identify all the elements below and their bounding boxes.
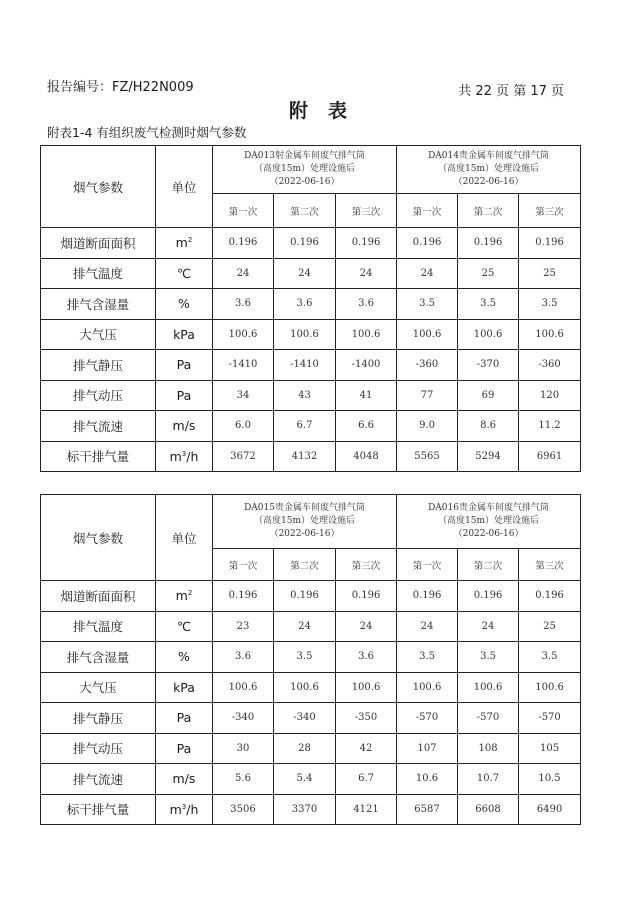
outlet-date: （2022-06-16） [269, 177, 340, 187]
measurement-value: 23 [213, 611, 274, 642]
measurement-value: 0.196 [336, 228, 397, 259]
row-unit [156, 289, 213, 320]
unit-base: kPa [173, 326, 195, 342]
run-header: 第二次 [458, 194, 519, 228]
measurement-value: 24 [397, 258, 458, 289]
row-unit [156, 319, 213, 350]
table-row [41, 581, 581, 612]
measurement-value: 3.5 [458, 289, 519, 320]
row-unit [156, 228, 213, 259]
outlet-name: DA013射金属车间废气排气筒 [244, 151, 365, 161]
outlet-name: DA015贵金属车间废气排气筒 [244, 503, 365, 513]
measurement-value: 0.196 [458, 228, 519, 259]
row-unit [156, 642, 213, 673]
unit-base: ℃ [176, 618, 192, 634]
measurement-value: 24 [213, 258, 274, 289]
measurement-value: 100.6 [336, 672, 397, 703]
measurement-value: 6961 [519, 441, 581, 472]
measurement-value: 3.5 [274, 642, 336, 673]
measurement-value: 25 [519, 258, 581, 289]
measurement-value: 5565 [397, 441, 458, 472]
measurement-value: 5.4 [274, 764, 336, 795]
measurement-value: 4048 [336, 441, 397, 472]
unit-header: 单位 [156, 495, 213, 581]
measurement-value: 6.7 [274, 411, 336, 442]
measurement-value: 24 [274, 258, 336, 289]
measurement-value: 0.196 [397, 228, 458, 259]
measurement-value: 3.5 [519, 642, 581, 673]
measurement-value: 8.6 [458, 411, 519, 442]
unit-base: m [175, 588, 188, 604]
measurement-value: 41 [336, 380, 397, 411]
measurement-value: 0.196 [397, 581, 458, 612]
measurement-value: 10.5 [519, 764, 581, 795]
row-param-name: 排气静压 [41, 703, 156, 734]
measurement-value: 30 [213, 733, 274, 764]
outlet-name: DA014贵金属车间废气排气筒 [428, 151, 549, 161]
run-header: 第二次 [274, 194, 336, 228]
page-title: 附表 [288, 100, 367, 122]
row-param-name: 大气压 [41, 319, 156, 350]
table-row [41, 411, 581, 442]
unit-base: m/s [172, 771, 196, 787]
unit-base: % [178, 649, 190, 665]
measurement-value: 42 [336, 733, 397, 764]
measurement-value: -570 [458, 703, 519, 734]
measurement-value: -1410 [213, 350, 274, 381]
measurement-value: 105 [519, 733, 581, 764]
outlet-date: （2022-06-16） [453, 177, 524, 187]
measurement-value: 0.196 [519, 228, 581, 259]
measurement-value: 6608 [458, 794, 519, 825]
measurement-value: 11.2 [519, 411, 581, 442]
row-unit [156, 258, 213, 289]
measurement-value: 3.5 [397, 642, 458, 673]
unit-suffix: /h [186, 801, 199, 817]
measurement-value: -340 [274, 703, 336, 734]
measurement-value: 24 [397, 611, 458, 642]
outlet-date: （2022-06-16） [453, 529, 524, 539]
measurement-value: 100.6 [274, 672, 336, 703]
measurement-value: 3.5 [458, 642, 519, 673]
row-unit [156, 441, 213, 472]
row-param-name: 大气压 [41, 672, 156, 703]
measurement-value: 6490 [519, 794, 581, 825]
unit-base: m [175, 235, 188, 251]
table-row [41, 672, 581, 703]
measurement-value: 3.6 [336, 289, 397, 320]
measurement-value: 0.196 [519, 581, 581, 612]
table-row [41, 228, 581, 259]
measurement-value: 6.7 [336, 764, 397, 795]
measurement-value: 3.6 [336, 642, 397, 673]
measurement-value: 28 [274, 733, 336, 764]
table-row [41, 642, 581, 673]
measurement-value: -340 [213, 703, 274, 734]
measurement-value: 10.6 [397, 764, 458, 795]
run-header: 第一次 [397, 194, 458, 228]
unit-base: Pa [176, 387, 192, 403]
row-unit [156, 611, 213, 642]
outlet-group-header [397, 495, 581, 549]
report-number: 报告编号：FZ/H22N009 [47, 80, 194, 95]
param-header: 烟气参数 [41, 146, 156, 228]
row-param-name: 排气动压 [41, 380, 156, 411]
row-unit [156, 672, 213, 703]
row-param-name: 排气含湿量 [41, 289, 156, 320]
row-param-name: 烟道断面面积 [41, 228, 156, 259]
measurement-value: 69 [458, 380, 519, 411]
measurement-value: 4132 [274, 441, 336, 472]
row-param-name: 排气静压 [41, 350, 156, 381]
table-row [41, 611, 581, 642]
measurement-value: 34 [213, 380, 274, 411]
measurement-value: 4121 [336, 794, 397, 825]
measurement-value: 24 [458, 611, 519, 642]
table-row [41, 380, 581, 411]
unit-superscript: 3 [181, 449, 187, 458]
measurement-value: 3.5 [519, 289, 581, 320]
measurement-value: 6587 [397, 794, 458, 825]
measurement-value: 77 [397, 380, 458, 411]
run-header: 第一次 [213, 549, 274, 581]
row-unit [156, 581, 213, 612]
unit-base: kPa [173, 679, 195, 695]
row-param-name: 排气流速 [41, 764, 156, 795]
measurement-value: 3506 [213, 794, 274, 825]
measurement-value: 24 [274, 611, 336, 642]
flue-gas-table-2 [40, 494, 581, 825]
measurement-value: -360 [397, 350, 458, 381]
outlet-height: （高度15m）处理设施后 [438, 516, 540, 526]
row-unit [156, 733, 213, 764]
run-header: 第二次 [274, 549, 336, 581]
table-row [41, 703, 581, 734]
measurement-value: 0.196 [274, 228, 336, 259]
table-row [41, 350, 581, 381]
unit-superscript: 2 [187, 589, 193, 598]
run-header: 第三次 [336, 194, 397, 228]
measurement-value: 100.6 [458, 319, 519, 350]
unit-base: Pa [176, 710, 192, 726]
measurement-value: 6.6 [336, 411, 397, 442]
measurement-value: 3672 [213, 441, 274, 472]
table-row [41, 764, 581, 795]
run-header: 第二次 [458, 549, 519, 581]
measurement-value: 3.6 [213, 289, 274, 320]
run-header: 第三次 [519, 549, 581, 581]
row-unit [156, 764, 213, 795]
unit-base: m [169, 801, 182, 817]
measurement-value: 5.6 [213, 764, 274, 795]
measurement-value: 25 [519, 611, 581, 642]
unit-base: Pa [176, 740, 192, 756]
unit-base: m [169, 448, 182, 464]
measurement-value: 100.6 [397, 319, 458, 350]
measurement-value: -360 [519, 350, 581, 381]
flue-gas-table-1 [40, 145, 581, 472]
measurement-value: 0.196 [274, 581, 336, 612]
row-unit [156, 703, 213, 734]
outlet-group-header [397, 146, 581, 194]
measurement-value: 100.6 [519, 672, 581, 703]
unit-superscript: 3 [181, 802, 187, 811]
outlet-height: （高度15m）处理设施后 [438, 164, 540, 174]
row-unit [156, 794, 213, 825]
outlet-date: （2022-06-16） [269, 529, 340, 539]
unit-header: 单位 [156, 146, 213, 228]
row-param-name: 排气含湿量 [41, 642, 156, 673]
measurement-value: 107 [397, 733, 458, 764]
outlet-height: （高度15m）处理设施后 [254, 516, 356, 526]
run-header: 第一次 [213, 194, 274, 228]
row-param-name: 烟道断面面积 [41, 581, 156, 612]
measurement-value: 120 [519, 380, 581, 411]
measurement-value: 3370 [274, 794, 336, 825]
unit-base: m/s [172, 418, 196, 434]
row-unit [156, 380, 213, 411]
unit-superscript: 2 [187, 236, 193, 245]
measurement-value: 100.6 [458, 672, 519, 703]
measurement-value: 100.6 [213, 672, 274, 703]
outlet-group-header [213, 495, 397, 549]
table-caption: 附表1-4 有组织废气检测时烟气参数 [47, 125, 247, 140]
unit-suffix: /h [186, 448, 199, 464]
run-header: 第一次 [397, 549, 458, 581]
measurement-value: -350 [336, 703, 397, 734]
measurement-value: 0.196 [336, 581, 397, 612]
run-header: 第三次 [519, 194, 581, 228]
param-header: 烟气参数 [41, 495, 156, 581]
row-param-name: 标干排气量 [41, 794, 156, 825]
measurement-value: 24 [336, 611, 397, 642]
row-param-name: 排气动压 [41, 733, 156, 764]
unit-base: % [178, 296, 190, 312]
measurement-value: 10.7 [458, 764, 519, 795]
measurement-value: 3.6 [213, 642, 274, 673]
run-header: 第三次 [336, 549, 397, 581]
measurement-value: 9.0 [397, 411, 458, 442]
measurement-value: -1410 [274, 350, 336, 381]
table-row [41, 794, 581, 825]
unit-base: ℃ [176, 265, 192, 281]
measurement-value: -570 [397, 703, 458, 734]
measurement-value: 0.196 [213, 581, 274, 612]
table-row [41, 258, 581, 289]
table-row [41, 319, 581, 350]
measurement-value: 0.196 [458, 581, 519, 612]
measurement-value: 3.5 [397, 289, 458, 320]
measurement-value: 100.6 [336, 319, 397, 350]
measurement-value: 108 [458, 733, 519, 764]
measurement-value: 24 [336, 258, 397, 289]
measurement-value: -1400 [336, 350, 397, 381]
table-row [41, 289, 581, 320]
measurement-value: 100.6 [213, 319, 274, 350]
row-param-name: 排气流速 [41, 411, 156, 442]
measurement-value: 43 [274, 380, 336, 411]
measurement-value: -570 [519, 703, 581, 734]
row-unit [156, 411, 213, 442]
row-param-name: 排气温度 [41, 611, 156, 642]
measurement-value: 0.196 [213, 228, 274, 259]
table-row [41, 733, 581, 764]
row-param-name: 标干排气量 [41, 441, 156, 472]
measurement-value: 100.6 [274, 319, 336, 350]
measurement-value: 6.0 [213, 411, 274, 442]
outlet-group-header [213, 146, 397, 194]
measurement-value: -370 [458, 350, 519, 381]
row-unit [156, 350, 213, 381]
measurement-value: 5294 [458, 441, 519, 472]
row-param-name: 排气温度 [41, 258, 156, 289]
measurement-value: 25 [458, 258, 519, 289]
unit-base: Pa [176, 357, 192, 373]
outlet-name: DA016贵金属车间废气排气筒 [428, 503, 549, 513]
measurement-value: 3.6 [274, 289, 336, 320]
measurement-value: 100.6 [397, 672, 458, 703]
table-row [41, 441, 581, 472]
page-info: 共 22 页 第 17 页 [458, 84, 564, 99]
measurement-value: 100.6 [519, 319, 581, 350]
outlet-height: （高度15m）处理设施后 [254, 164, 356, 174]
